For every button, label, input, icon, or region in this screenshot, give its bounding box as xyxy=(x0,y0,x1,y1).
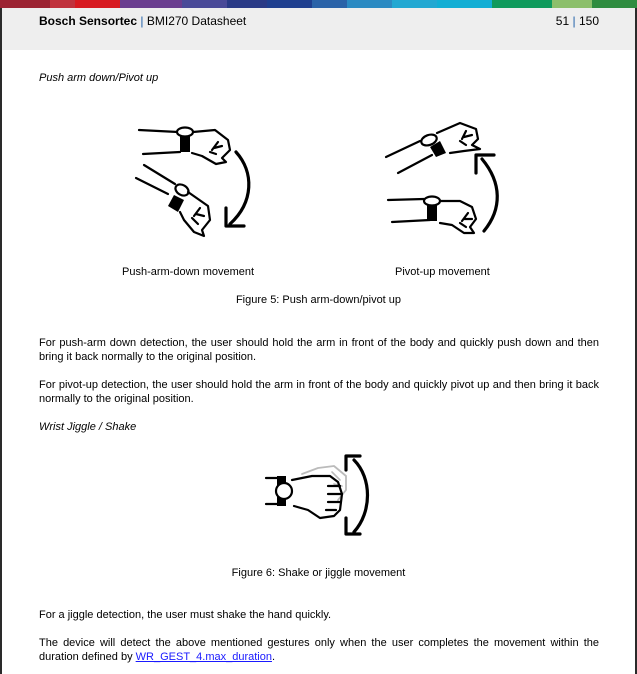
figure5-caption: Figure 5: Push arm-down/pivot up xyxy=(235,294,402,306)
brand-color-stripe xyxy=(0,0,637,8)
stripe-segment xyxy=(50,0,75,8)
figure6-caption: Figure 6: Shake or jiggle movement xyxy=(231,567,406,579)
document-title: BMI270 Datasheet xyxy=(146,14,247,28)
page-separator: | xyxy=(572,14,576,28)
stripe-segment xyxy=(437,0,492,8)
stripe-segment xyxy=(267,0,312,8)
figure5-left-label: Push-arm-down movement xyxy=(122,266,255,278)
company-name: Bosch Sensortec xyxy=(39,14,138,28)
wrist-shake-illustration-icon xyxy=(262,450,377,542)
paragraph-push-arm-down: For push-arm down detection, the user should hold the arm in front of the body and quickly push down and then bring it back normally to the original position. xyxy=(39,337,599,363)
pivot-up-illustration-icon xyxy=(380,115,510,240)
paragraph-jiggle: For a jiggle detection, the user must shake the hand quickly. xyxy=(39,609,332,621)
stripe-segment xyxy=(592,0,637,8)
max-duration-link[interactable]: WR_GEST_4.max_duration xyxy=(135,651,272,663)
header-title xyxy=(39,14,246,28)
stripe-segment xyxy=(492,0,552,8)
section-heading-push-pivot: Push arm down/Pivot up xyxy=(39,72,159,84)
duration-suffix: . xyxy=(271,651,276,663)
duration-text: The device will detect the above mentioned gestures only when the user completes the movement within the duration defined by xyxy=(39,637,599,663)
stripe-segment xyxy=(392,0,437,8)
stripe-segment xyxy=(552,0,592,8)
paragraph-duration xyxy=(39,636,599,664)
stripe-segment xyxy=(312,0,347,8)
figure5-right-label: Pivot-up movement xyxy=(395,266,490,278)
page-total: 150 xyxy=(578,14,599,28)
push-arm-down-illustration-icon xyxy=(130,120,260,240)
stripe-segment xyxy=(227,0,267,8)
stripe-segment xyxy=(0,0,50,8)
page-current: 51 xyxy=(555,14,570,28)
header-separator: | xyxy=(140,14,144,28)
page-number xyxy=(556,14,599,28)
page-header xyxy=(2,8,635,50)
stripe-segment xyxy=(347,0,392,8)
section-heading-wrist-jiggle: Wrist Jiggle / Shake xyxy=(39,421,137,433)
stripe-segment xyxy=(75,0,120,8)
stripe-segment xyxy=(120,0,182,8)
paragraph-pivot-up: For pivot-up detection, the user should hold the arm in front of the body and quickly pivot up and then bring it back normally to the original position. xyxy=(39,379,599,405)
stripe-segment xyxy=(182,0,227,8)
